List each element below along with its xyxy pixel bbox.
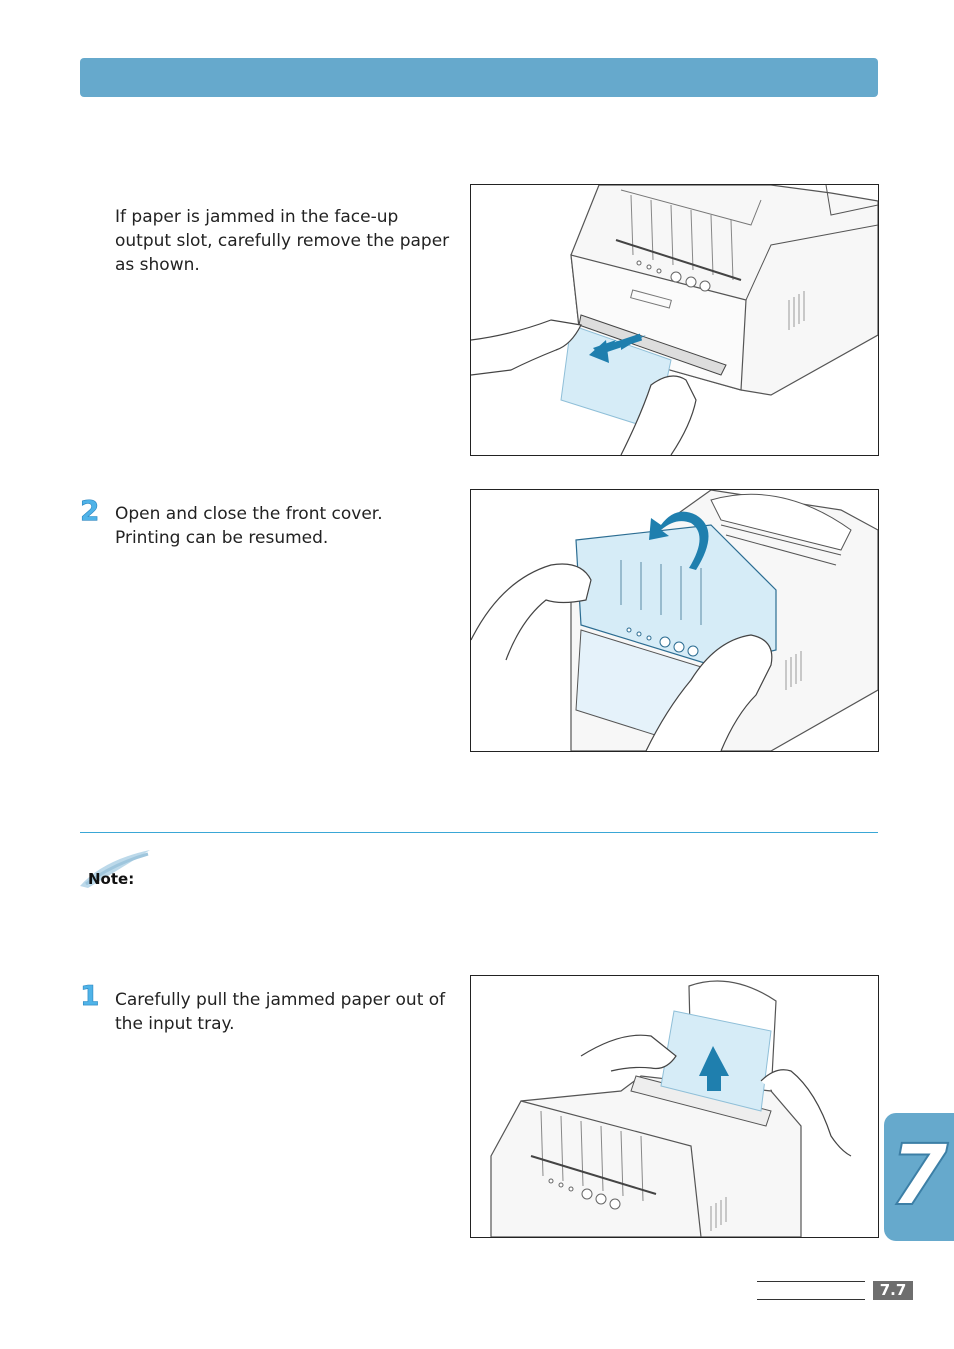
printer-input-tray-illustration	[471, 976, 878, 1237]
note-label: Note:	[88, 870, 135, 888]
step-2-instruction: Open and close the front cover. Printing can be resumed.	[115, 504, 383, 548]
figure-face-up-output-slot	[470, 184, 879, 456]
section-divider	[80, 832, 878, 833]
section-header-bar	[80, 58, 878, 97]
footer-rule-bottom	[757, 1299, 865, 1300]
printer-face-up-illustration	[471, 185, 878, 455]
chapter-number: 7	[889, 1126, 949, 1224]
face-up-instruction: If paper is jammed in the face-up output slot, carefully remove the paper as shown.	[115, 207, 450, 275]
step-1-instruction: Carefully pull the jammed paper out of the input tray.	[115, 990, 446, 1034]
figure-input-tray	[470, 975, 879, 1238]
step-number-1: 1	[80, 979, 100, 1012]
footer-rule-top	[757, 1281, 865, 1282]
step-number-2: 2	[80, 494, 100, 527]
figure-front-cover	[470, 489, 879, 752]
printer-front-cover-illustration	[471, 490, 878, 751]
page-number: 7.7	[873, 1281, 913, 1300]
note-block	[78, 848, 158, 892]
chapter-tab	[884, 1113, 954, 1241]
